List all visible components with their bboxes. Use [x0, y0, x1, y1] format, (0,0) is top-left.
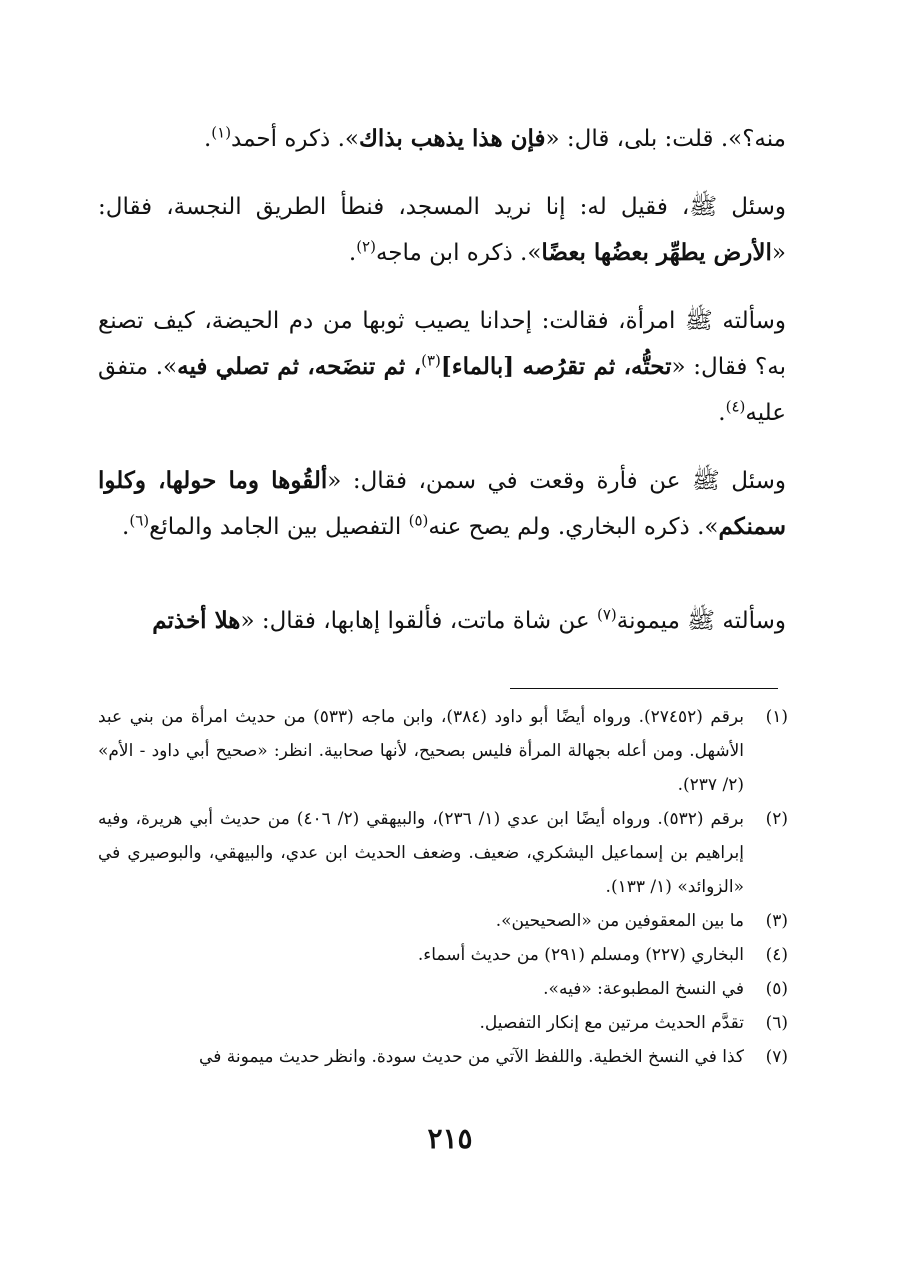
footnote-7: [98, 1040, 788, 1074]
text-run: منه؟». قلت: بلى، قال: «: [545, 126, 786, 152]
footnote-text: برقم (٢٧٤٥٢). ورواه أيضًا أبو داود (٣٨٤)، وابن ماجه (٥٣٣) من حديث امرأة من بني عبد الأشهل. ومن أعله بجهالة المرأة فليس بصحيح، لأنها صحابية. انظر: «صحيح أبي داود - الأم» (٢/ ٢٣٧).: [98, 707, 744, 795]
footnote-number: (٦): [765, 1013, 788, 1033]
footnote-ref: (٢): [356, 237, 376, 256]
paragraph-3: [98, 298, 786, 436]
text-run: .: [122, 514, 130, 540]
footnote-ref: (٥): [408, 511, 429, 530]
footnote-number: (٥): [765, 979, 788, 999]
hadith-quote: ، ثم تنضَحه، ثم تصلي فيه: [177, 353, 422, 380]
main-text: [98, 116, 786, 644]
footnotes: [98, 700, 788, 1074]
hadith-quote: تحتُّه، ثم تقرُصه [بالماء]: [440, 353, 672, 380]
hadith-quote: هلا أخذتم: [152, 607, 241, 634]
footnote-text: البخاري (٢٢٧) ومسلم (٢٩١) من حديث أسماء.: [417, 945, 744, 965]
paragraph-1: [98, 116, 786, 162]
footnote-5: [98, 972, 788, 1006]
footnote-ref: (٣): [421, 351, 441, 370]
footnote-number: (٢): [765, 809, 788, 829]
text-run: وسئل ﷺ، فقيل له: إنا نريد المسجد، فنطأ الطريق النجسة، فقال: «: [98, 194, 786, 266]
footnote-2: [98, 802, 788, 904]
footnote-text: كذا في النسخ الخطية. واللفظ الآتي من حديث سودة. وانظر حديث ميمونة في: [199, 1047, 744, 1067]
footnote-ref: (٦): [129, 511, 150, 530]
footnote-ref: (٤): [725, 397, 746, 416]
text-run: وسئل ﷺ عن فأرة وقعت في سمن، فقال: «: [327, 468, 786, 494]
footnote-4: [98, 938, 788, 972]
text-run: ». متفق عليه: [98, 354, 786, 426]
footnote-text: ما بين المعقوفين من «الصحيحين».: [495, 911, 744, 931]
hadith-quote: فإن هذا يذهب بذاك: [358, 125, 546, 152]
text-run: .: [718, 400, 726, 426]
text-run: .: [348, 240, 357, 266]
footnote-number: (٧): [765, 1047, 788, 1067]
footnote-3: [98, 904, 788, 938]
text-run: وسألته ﷺ ميمونة: [616, 608, 786, 634]
text-run: التفصيل بين الجامد والمائع: [149, 514, 409, 540]
footnote-text: برقم (٥٣٢). ورواه أيضًا ابن عدي (١/ ٢٣٦)، والبيهقي (٢/ ٤٠٦) من حديث أبي هريرة، وفيه إبراهيم بن إسماعيل اليشكري، ضعيف. وضعف الحديث ابن عدي، والبيهقي، والبوصيري في «الزوائد» (١/ ١٣٣).: [98, 809, 745, 897]
text-run: .: [203, 126, 212, 152]
footnote-separator: [510, 688, 778, 689]
footnote-ref: (٧): [596, 605, 617, 624]
paragraph-5: [98, 598, 786, 644]
page-number: ٢١٥: [427, 1122, 473, 1155]
footnote-text: تقدَّم الحديث مرتين مع إنكار التفصيل.: [479, 1013, 744, 1033]
footnote-6: [98, 1006, 788, 1040]
hadith-quote: الأرض يطهِّر بعضُها بعضًا: [541, 239, 772, 266]
text-run: عن شاة ماتت، فألقوا إهابها، فقال: «: [240, 608, 597, 634]
footnote-number: (١): [765, 707, 788, 727]
footnote-text: في النسخ المطبوعة: «فيه».: [543, 979, 744, 999]
paragraph-2: [98, 184, 786, 276]
footnote-number: (٤): [765, 945, 788, 965]
text-run: ». ذكره أحمد: [231, 126, 359, 152]
footnote-1: [98, 700, 788, 802]
footnote-ref: (١): [211, 123, 232, 142]
paragraph-4: [98, 458, 786, 550]
text-run: وسألته ﷺ امرأة، فقالت: إحدانا يصيب ثوبها من دم الحيضة، كيف تصنع به؟ فقال: «: [98, 308, 786, 380]
text-run: ». ذكره ابن ماجه: [375, 240, 542, 266]
footnote-number: (٣): [765, 911, 788, 931]
text-run: ». ذكره البخاري. ولم يصح عنه: [428, 514, 719, 540]
hadith-quote: ألقُوها وما حولها، وكلوا سمنكم: [98, 467, 786, 540]
